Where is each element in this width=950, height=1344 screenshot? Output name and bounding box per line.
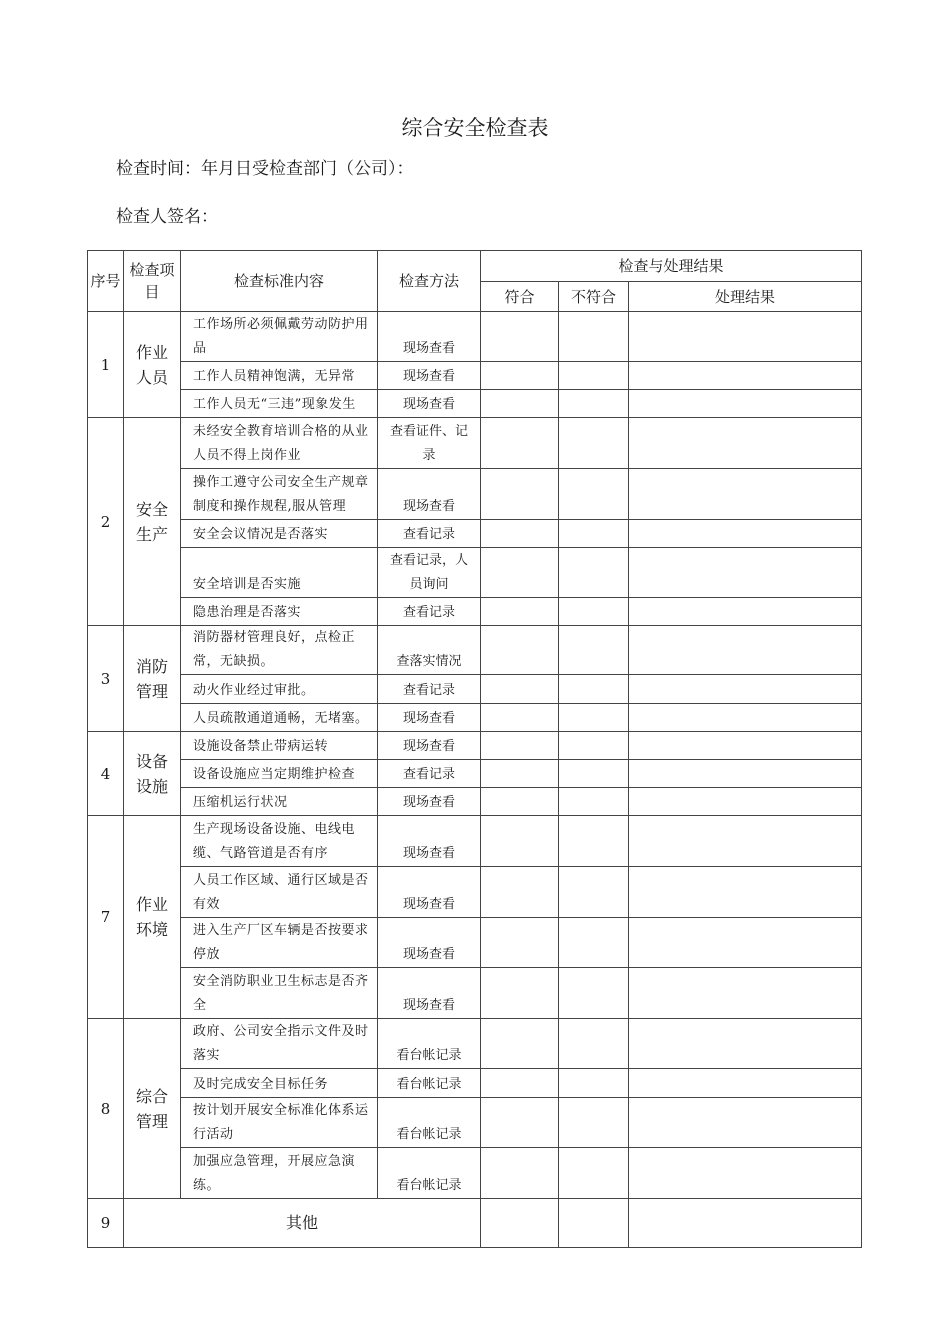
check-method: 现场查看	[378, 968, 481, 1019]
check-method: 现场查看	[378, 390, 481, 418]
check-method: 现场查看	[378, 788, 481, 816]
row-category	[124, 626, 181, 732]
header-handling: 处理结果	[629, 282, 862, 312]
handling-result-cell[interactable]	[629, 390, 862, 418]
nonconform-cell[interactable]	[559, 1019, 629, 1069]
row-number: 2	[88, 418, 124, 626]
table-row	[88, 418, 862, 469]
check-standard: 按计划开展安全标准化体系运行活动	[181, 1098, 378, 1148]
conform-cell[interactable]	[481, 788, 559, 816]
table-row	[88, 390, 862, 418]
check-standard: 生产现场设备设施、电线电缆、气路管道是否有序	[181, 816, 378, 867]
nonconform-cell[interactable]	[559, 732, 629, 760]
row-category	[124, 816, 181, 1019]
inspection-table	[87, 250, 862, 1248]
check-method: 现场查看	[378, 867, 481, 918]
handling-result-cell[interactable]	[629, 675, 862, 704]
table-row	[88, 469, 862, 520]
conform-cell[interactable]	[481, 520, 559, 548]
table-row	[88, 732, 862, 760]
nonconform-cell[interactable]	[559, 548, 629, 598]
check-method: 查看记录	[378, 760, 481, 788]
check-method: 现场查看	[378, 704, 481, 732]
check-standard: 安全培训是否实施	[181, 548, 378, 598]
row-number: 1	[88, 312, 124, 418]
check-method: 现场查看	[378, 362, 481, 390]
other-label: 其他	[124, 1199, 481, 1248]
nonconform-cell[interactable]	[559, 626, 629, 675]
check-method: 看台帐记录	[378, 1019, 481, 1069]
check-standard: 设施设备禁止带病运转	[181, 732, 378, 760]
check-standard: 工作场所必须佩戴劳动防护用品	[181, 312, 378, 362]
check-method: 现场查看	[378, 469, 481, 520]
row-category	[124, 312, 181, 418]
nonconform-cell[interactable]	[559, 312, 629, 362]
check-method: 现场查看	[378, 816, 481, 867]
check-standard: 人员工作区域、通行区域是否有效	[181, 867, 378, 918]
nonconform-cell[interactable]	[559, 520, 629, 548]
handling-result-cell[interactable]	[629, 732, 862, 760]
check-standard: 设备设施应当定期维护检查	[181, 760, 378, 788]
nonconform-cell[interactable]	[559, 788, 629, 816]
nonconform-cell[interactable]	[559, 1148, 629, 1199]
row-number: 8	[88, 1019, 124, 1199]
table-row	[88, 918, 862, 968]
check-method: 查看记录	[378, 675, 481, 704]
conform-cell[interactable]	[481, 469, 559, 520]
check-method: 查看记录	[378, 598, 481, 626]
table-row	[88, 548, 862, 598]
conform-cell[interactable]	[481, 626, 559, 675]
conform-cell[interactable]	[481, 1148, 559, 1199]
handling-result-cell[interactable]	[629, 1098, 862, 1148]
check-method: 现场查看	[378, 918, 481, 968]
table-row	[88, 520, 862, 548]
table-row	[88, 1069, 862, 1098]
check-standard: 未经安全教育培训合格的从业人员不得上岗作业	[181, 418, 378, 469]
table-row	[88, 1148, 862, 1199]
conform-cell[interactable]	[481, 675, 559, 704]
table-row	[88, 867, 862, 918]
row-category-label: 消防管理	[135, 656, 168, 701]
row-category-label: 设备设施	[135, 751, 168, 796]
header-result-group: 检查与处理结果	[481, 251, 862, 282]
conform-cell[interactable]	[481, 867, 559, 918]
handling-result-cell[interactable]	[629, 469, 862, 520]
table-row	[88, 968, 862, 1019]
check-standard: 工作人员无“三违”现象发生	[181, 390, 378, 418]
conform-cell[interactable]	[481, 418, 559, 469]
nonconform-cell[interactable]	[559, 867, 629, 918]
handling-result-cell[interactable]	[629, 598, 862, 626]
nonconform-cell[interactable]	[559, 1199, 629, 1248]
check-standard: 工作人员精神饱满，无异常	[181, 362, 378, 390]
check-standard: 压缩机运行状况	[181, 788, 378, 816]
nonconform-cell[interactable]	[559, 362, 629, 390]
header-nonconform: 不符合	[559, 282, 629, 312]
inspection-time-line: 检查时间：年月日受检查部门（公司）：	[116, 159, 414, 179]
table-row	[88, 598, 862, 626]
conform-cell[interactable]	[481, 704, 559, 732]
check-method: 看台帐记录	[378, 1069, 481, 1098]
conform-cell[interactable]	[481, 732, 559, 760]
check-method: 看台帐记录	[378, 1098, 481, 1148]
row-category	[124, 418, 181, 626]
nonconform-cell[interactable]	[559, 816, 629, 867]
handling-result-cell[interactable]	[629, 362, 862, 390]
row-category-label: 作业环境	[135, 895, 168, 939]
nonconform-cell[interactable]	[559, 704, 629, 732]
row-category	[124, 1019, 181, 1199]
table-row	[88, 760, 862, 788]
nonconform-cell[interactable]	[559, 760, 629, 788]
check-standard: 安全会议情况是否落实	[181, 520, 378, 548]
check-standard: 操作工遵守公司安全生产规章制度和操作规程,服从管理	[181, 469, 378, 520]
nonconform-cell[interactable]	[559, 1069, 629, 1098]
conform-cell[interactable]	[481, 390, 559, 418]
row-category-label: 作业人员	[135, 342, 168, 387]
row-number: 4	[88, 732, 124, 816]
conform-cell[interactable]	[481, 760, 559, 788]
handling-result-cell[interactable]	[629, 704, 862, 732]
handling-result-cell[interactable]	[629, 918, 862, 968]
inspector-signature-line: 检查人签名：	[116, 207, 218, 227]
row-number: 9	[88, 1199, 124, 1248]
row-category-label: 综合管理	[135, 1086, 168, 1131]
handling-result-cell[interactable]	[629, 760, 862, 788]
header-seq: 序号	[88, 251, 124, 312]
check-method: 现场查看	[378, 312, 481, 362]
table-row	[88, 1199, 862, 1248]
handling-result-cell[interactable]	[629, 816, 862, 867]
header-standard: 检查标准内容	[181, 251, 378, 312]
row-category	[124, 732, 181, 816]
table-row	[88, 1019, 862, 1069]
check-standard: 加强应急管理，开展应急演练。	[181, 1148, 378, 1199]
page-title: 综合安全检查表	[401, 116, 549, 140]
row-category-label: 安全生产	[135, 499, 168, 544]
check-standard: 消防器材管理良好，点检正常，无缺损。	[181, 626, 378, 675]
check-standard: 及时完成安全目标任务	[181, 1069, 378, 1098]
handling-result-cell[interactable]	[629, 968, 862, 1019]
conform-cell[interactable]	[481, 1098, 559, 1148]
conform-cell[interactable]	[481, 362, 559, 390]
row-number: 3	[88, 626, 124, 732]
conform-cell[interactable]	[481, 968, 559, 1019]
check-standard: 隐患治理是否落实	[181, 598, 378, 626]
conform-cell[interactable]	[481, 1069, 559, 1098]
conform-cell[interactable]	[481, 1019, 559, 1069]
check-method: 查看记录	[378, 520, 481, 548]
conform-cell[interactable]	[481, 816, 559, 867]
conform-cell[interactable]	[481, 1199, 559, 1248]
handling-result-cell[interactable]	[629, 788, 862, 816]
handling-result-cell[interactable]	[629, 548, 862, 598]
check-standard: 动火作业经过审批。	[181, 675, 378, 704]
check-standard: 进入生产厂区车辆是否按要求停放	[181, 918, 378, 968]
table-row	[88, 675, 862, 704]
conform-cell[interactable]	[481, 312, 559, 362]
conform-cell[interactable]	[481, 918, 559, 968]
table-row	[88, 626, 862, 675]
check-method: 现场查看	[378, 732, 481, 760]
nonconform-cell[interactable]	[559, 918, 629, 968]
table-row	[88, 1098, 862, 1148]
check-method: 查看记录，人员询问	[378, 548, 481, 598]
check-method: 查看证件、记录	[378, 418, 481, 469]
nonconform-cell[interactable]	[559, 968, 629, 1019]
handling-result-cell[interactable]	[629, 867, 862, 918]
check-method: 查落实情况	[378, 626, 481, 675]
nonconform-cell[interactable]	[559, 390, 629, 418]
nonconform-cell[interactable]	[559, 469, 629, 520]
handling-result-cell[interactable]	[629, 1199, 862, 1248]
check-standard: 政府、公司安全指示文件及时落实	[181, 1019, 378, 1069]
conform-cell[interactable]	[481, 548, 559, 598]
nonconform-cell[interactable]	[559, 598, 629, 626]
handling-result-cell[interactable]	[629, 1148, 862, 1199]
table-row	[88, 788, 862, 816]
table-row	[88, 816, 862, 867]
table-row	[88, 312, 862, 362]
nonconform-cell[interactable]	[559, 675, 629, 704]
conform-cell[interactable]	[481, 598, 559, 626]
handling-result-cell[interactable]	[629, 520, 862, 548]
handling-result-cell[interactable]	[629, 626, 862, 675]
handling-result-cell[interactable]	[629, 312, 862, 362]
check-standard: 安全消防职业卫生标志是否齐全	[181, 968, 378, 1019]
nonconform-cell[interactable]	[559, 1098, 629, 1148]
header-conform: 符合	[481, 282, 559, 312]
handling-result-cell[interactable]	[629, 418, 862, 469]
check-method: 看台帐记录	[378, 1148, 481, 1199]
header-category: 检查项目	[124, 251, 181, 312]
table-row	[88, 362, 862, 390]
check-standard: 人员疏散通道通畅，无堵塞。	[181, 704, 378, 732]
table-row	[88, 704, 862, 732]
handling-result-cell[interactable]	[629, 1019, 862, 1069]
handling-result-cell[interactable]	[629, 1069, 862, 1098]
row-number: 7	[88, 816, 124, 1019]
header-method: 检查方法	[378, 251, 481, 312]
nonconform-cell[interactable]	[559, 418, 629, 469]
